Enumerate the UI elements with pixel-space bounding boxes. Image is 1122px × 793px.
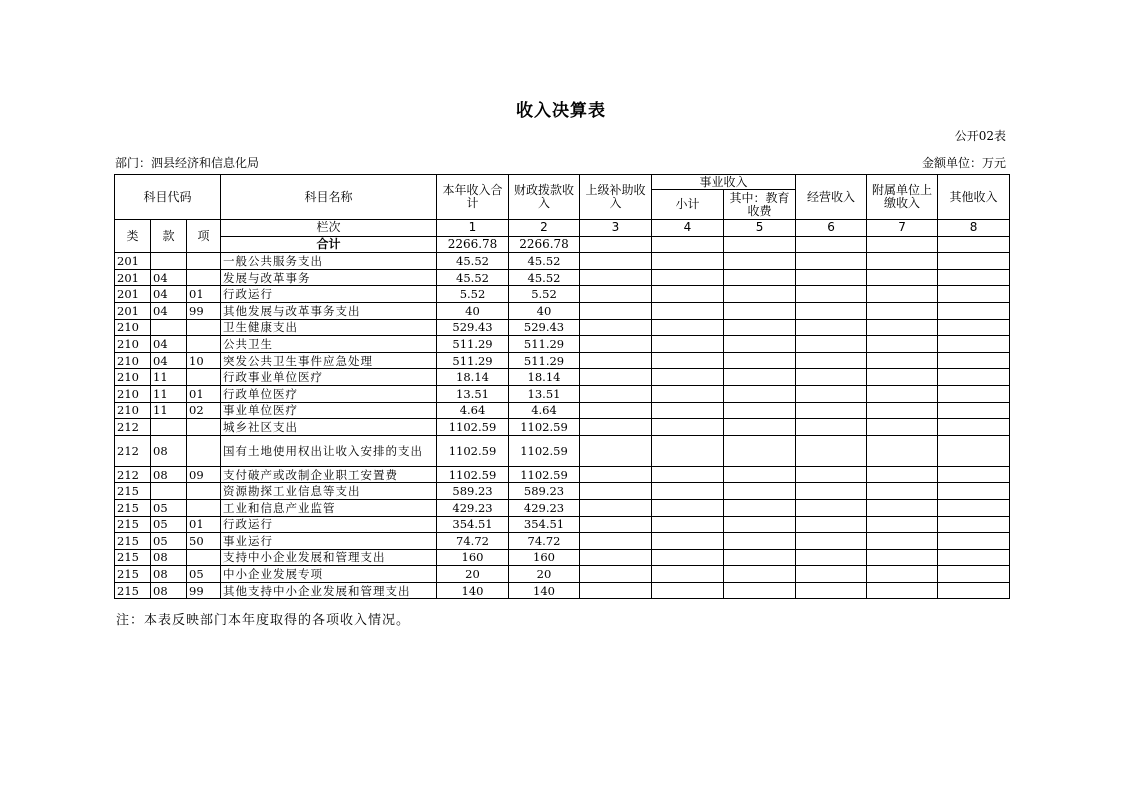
empty-cell — [580, 582, 652, 599]
row-fiscal: 429.23 — [509, 499, 580, 516]
row-kuan: 04 — [151, 352, 187, 369]
table-row — [115, 302, 1010, 319]
row-name: 中小企业发展专项 — [221, 566, 437, 583]
row-total: 140 — [437, 582, 509, 599]
empty-cell — [938, 499, 1010, 516]
row-lei: 201 — [115, 286, 151, 303]
empty-cell — [867, 286, 938, 303]
empty-cell — [724, 385, 796, 402]
table-row — [115, 516, 1010, 533]
empty-cell — [580, 435, 652, 466]
empty-cell — [580, 483, 652, 500]
row-name: 其他发展与改革事务支出 — [221, 302, 437, 319]
row-kuan: 04 — [151, 269, 187, 286]
empty-cell — [652, 302, 724, 319]
empty-cell — [938, 319, 1010, 336]
table-row — [115, 499, 1010, 516]
row-xiang: 01 — [187, 516, 221, 533]
row-name: 公共卫生 — [221, 336, 437, 353]
empty-cell — [724, 566, 796, 583]
empty-cell — [938, 419, 1010, 436]
row-fiscal: 18.14 — [509, 369, 580, 386]
empty-cell — [652, 483, 724, 500]
empty-cell — [938, 352, 1010, 369]
empty-cell — [580, 499, 652, 516]
empty-cell — [652, 516, 724, 533]
empty-cell — [724, 369, 796, 386]
table-row — [115, 483, 1010, 500]
empty-cell — [796, 385, 867, 402]
row-fiscal: 1102.59 — [509, 419, 580, 436]
empty-cell — [580, 533, 652, 550]
row-total: 529.43 — [437, 319, 509, 336]
row-name: 支持中小企业发展和管理支出 — [221, 549, 437, 566]
row-name: 资源勘探工业信息等支出 — [221, 483, 437, 500]
table-row — [115, 582, 1010, 599]
row-xiang — [187, 499, 221, 516]
empty-cell — [724, 419, 796, 436]
empty-cell — [938, 369, 1010, 386]
empty-cell — [796, 402, 867, 419]
table-row — [115, 319, 1010, 336]
row-name: 其他支持中小企业发展和管理支出 — [221, 582, 437, 599]
row-fiscal: 4.64 — [509, 402, 580, 419]
empty-cell — [580, 566, 652, 583]
header-total-income: 本年收入合计 — [437, 175, 509, 220]
empty-cell — [652, 402, 724, 419]
empty-cell — [796, 302, 867, 319]
row-lei: 212 — [115, 419, 151, 436]
table-row — [115, 369, 1010, 386]
empty-cell — [652, 336, 724, 353]
row-fiscal: 140 — [509, 582, 580, 599]
empty-cell — [796, 533, 867, 550]
empty-cell — [938, 516, 1010, 533]
row-xiang: 99 — [187, 582, 221, 599]
empty-cell — [724, 352, 796, 369]
empty-cell — [938, 566, 1010, 583]
empty-cell — [796, 549, 867, 566]
empty-cell — [724, 319, 796, 336]
row-total: 18.14 — [437, 369, 509, 386]
row-xiang — [187, 269, 221, 286]
empty-cell — [867, 419, 938, 436]
table-row — [115, 549, 1010, 566]
empty-cell — [867, 369, 938, 386]
empty-cell — [867, 566, 938, 583]
empty-cell — [867, 319, 938, 336]
header-business: 事业收入 — [652, 175, 796, 190]
total-label: 合计 — [221, 236, 437, 253]
empty-cell — [867, 516, 938, 533]
table-row — [115, 435, 1010, 466]
row-lei: 201 — [115, 302, 151, 319]
empty-cell — [867, 533, 938, 550]
row-total: 160 — [437, 549, 509, 566]
empty-cell — [796, 483, 867, 500]
table-row — [115, 385, 1010, 402]
table-row — [115, 566, 1010, 583]
empty-cell — [867, 253, 938, 270]
header-subject-name: 科目名称 — [221, 175, 437, 220]
empty-cell — [580, 302, 652, 319]
row-kuan: 08 — [151, 435, 187, 466]
row-total: 511.29 — [437, 352, 509, 369]
row-fiscal: 45.52 — [509, 269, 580, 286]
row-name: 行政单位医疗 — [221, 385, 437, 402]
empty-cell — [652, 385, 724, 402]
row-fiscal: 354.51 — [509, 516, 580, 533]
empty-cell — [652, 319, 724, 336]
form-number: 公开02表 — [954, 129, 1006, 143]
empty-cell — [867, 269, 938, 286]
col-num: 7 — [867, 220, 938, 237]
row-total: 45.52 — [437, 253, 509, 270]
empty-cell — [867, 402, 938, 419]
row-fiscal: 5.52 — [509, 286, 580, 303]
empty-cell — [938, 435, 1010, 466]
row-kuan — [151, 483, 187, 500]
col-num: 3 — [580, 220, 652, 237]
empty-cell — [652, 582, 724, 599]
empty-cell — [867, 466, 938, 483]
row-fiscal: 529.43 — [509, 319, 580, 336]
empty-cell — [867, 582, 938, 599]
row-xiang: 10 — [187, 352, 221, 369]
row-lei: 212 — [115, 435, 151, 466]
row-name: 突发公共卫生事件应急处理 — [221, 352, 437, 369]
empty-cell — [796, 419, 867, 436]
empty-cell — [867, 435, 938, 466]
empty-cell — [652, 419, 724, 436]
row-lei: 212 — [115, 466, 151, 483]
row-lei: 215 — [115, 533, 151, 550]
empty-cell — [724, 483, 796, 500]
empty-cell — [580, 419, 652, 436]
total-value: 2266.78 — [437, 236, 509, 253]
col-num: 1 — [437, 220, 509, 237]
empty-cell — [938, 336, 1010, 353]
row-xiang — [187, 319, 221, 336]
header-kuan: 款 — [151, 220, 187, 253]
table-row — [115, 419, 1010, 436]
empty-cell — [938, 533, 1010, 550]
empty-cell — [652, 499, 724, 516]
row-total: 1102.59 — [437, 466, 509, 483]
empty-cell — [867, 302, 938, 319]
empty-cell — [867, 352, 938, 369]
row-total: 13.51 — [437, 385, 509, 402]
row-xiang: 05 — [187, 566, 221, 583]
empty-cell — [938, 402, 1010, 419]
row-xiang: 01 — [187, 286, 221, 303]
empty-cell — [580, 253, 652, 270]
row-lei: 215 — [115, 582, 151, 599]
empty-cell — [796, 352, 867, 369]
col-num: 4 — [652, 220, 724, 237]
row-kuan: 08 — [151, 566, 187, 583]
empty-cell — [724, 253, 796, 270]
empty-cell — [724, 302, 796, 319]
row-kuan: 11 — [151, 385, 187, 402]
table-row — [115, 402, 1010, 419]
empty-cell — [796, 466, 867, 483]
empty-cell — [796, 499, 867, 516]
row-xiang — [187, 336, 221, 353]
row-kuan: 04 — [151, 302, 187, 319]
row-lei: 210 — [115, 385, 151, 402]
row-lei: 201 — [115, 269, 151, 286]
row-lei: 215 — [115, 549, 151, 566]
row-total: 1102.59 — [437, 419, 509, 436]
empty-cell — [724, 466, 796, 483]
row-xiang: 99 — [187, 302, 221, 319]
empty-cell — [938, 286, 1010, 303]
table-row — [115, 253, 1010, 270]
empty-cell — [652, 269, 724, 286]
empty-cell — [724, 435, 796, 466]
empty-cell — [867, 549, 938, 566]
row-total: 74.72 — [437, 533, 509, 550]
empty-cell — [724, 549, 796, 566]
row-name: 事业运行 — [221, 533, 437, 550]
row-lei: 210 — [115, 336, 151, 353]
row-total: 40 — [437, 302, 509, 319]
row-fiscal: 74.72 — [509, 533, 580, 550]
row-kuan: 04 — [151, 336, 187, 353]
row-name: 城乡社区支出 — [221, 419, 437, 436]
row-lei: 210 — [115, 369, 151, 386]
row-lei: 201 — [115, 253, 151, 270]
row-fiscal: 511.29 — [509, 352, 580, 369]
row-total: 4.64 — [437, 402, 509, 419]
page-title: 收入决算表 — [516, 101, 606, 121]
row-lei: 215 — [115, 499, 151, 516]
row-name: 支付破产或改制企业职工安置费 — [221, 466, 437, 483]
empty-cell — [938, 466, 1010, 483]
row-name: 行政运行 — [221, 286, 437, 303]
header-column-index: 栏次 — [221, 220, 437, 237]
empty-cell — [652, 533, 724, 550]
row-xiang: 50 — [187, 533, 221, 550]
row-name: 行政运行 — [221, 516, 437, 533]
amount-unit-label: 金额单位：万元 — [921, 156, 1006, 170]
income-table — [114, 174, 1010, 599]
row-fiscal: 511.29 — [509, 336, 580, 353]
row-kuan: 04 — [151, 286, 187, 303]
empty-cell — [580, 269, 652, 286]
empty-cell — [796, 516, 867, 533]
col-num: 2 — [509, 220, 580, 237]
row-fiscal: 13.51 — [509, 385, 580, 402]
row-kuan: 11 — [151, 402, 187, 419]
empty-cell — [796, 566, 867, 583]
row-xiang — [187, 419, 221, 436]
row-kuan: 11 — [151, 369, 187, 386]
table-row — [115, 269, 1010, 286]
row-fiscal: 45.52 — [509, 253, 580, 270]
header-fiscal: 财政拨款收入 — [509, 175, 580, 220]
empty-cell — [580, 385, 652, 402]
header-business-edu: 其中：教育收费 — [724, 190, 796, 220]
header-affiliated: 附属单位上缴收入 — [867, 175, 938, 220]
header-operating: 经营收入 — [796, 175, 867, 220]
empty-cell — [796, 582, 867, 599]
empty-cell — [580, 286, 652, 303]
header-subject-code: 科目代码 — [115, 175, 221, 220]
row-kuan: 05 — [151, 533, 187, 550]
empty-cell — [652, 352, 724, 369]
row-total: 5.52 — [437, 286, 509, 303]
header-business-subtotal: 小计 — [652, 190, 724, 220]
row-xiang — [187, 549, 221, 566]
row-fiscal: 160 — [509, 549, 580, 566]
row-kuan — [151, 319, 187, 336]
empty-cell — [796, 269, 867, 286]
empty-cell — [580, 516, 652, 533]
empty-cell — [652, 466, 724, 483]
row-name: 一般公共服务支出 — [221, 253, 437, 270]
empty-cell — [652, 435, 724, 466]
empty-cell — [652, 549, 724, 566]
row-lei: 215 — [115, 566, 151, 583]
empty-cell — [867, 336, 938, 353]
row-total: 354.51 — [437, 516, 509, 533]
row-total: 589.23 — [437, 483, 509, 500]
header-lei: 类 — [115, 220, 151, 253]
department-label: 部门：泗县经济和信息化局 — [115, 156, 260, 170]
empty-cell — [796, 336, 867, 353]
row-kuan: 08 — [151, 549, 187, 566]
row-total: 20 — [437, 566, 509, 583]
table-rows — [115, 253, 1010, 599]
row-name: 发展与改革事务 — [221, 269, 437, 286]
row-fiscal: 20 — [509, 566, 580, 583]
row-name: 卫生健康支出 — [221, 319, 437, 336]
row-fiscal: 40 — [509, 302, 580, 319]
empty-cell — [938, 549, 1010, 566]
table-row — [115, 336, 1010, 353]
empty-cell — [724, 582, 796, 599]
empty-cell — [580, 549, 652, 566]
empty-cell — [867, 385, 938, 402]
empty-cell — [724, 499, 796, 516]
empty-cell — [796, 286, 867, 303]
empty-cell — [938, 269, 1010, 286]
row-xiang: 02 — [187, 402, 221, 419]
row-xiang — [187, 435, 221, 466]
row-kuan: 05 — [151, 499, 187, 516]
table-row — [115, 352, 1010, 369]
table-row — [115, 533, 1010, 550]
empty-cell — [796, 435, 867, 466]
footnote: 注：本表反映部门本年度取得的各项收入情况。 — [116, 613, 411, 628]
col-num: 6 — [796, 220, 867, 237]
row-lei: 210 — [115, 319, 151, 336]
empty-cell — [724, 402, 796, 419]
row-kuan: 08 — [151, 582, 187, 599]
header-xiang: 项 — [187, 220, 221, 253]
total-fiscal-value: 2266.78 — [509, 236, 580, 253]
empty-cell — [938, 253, 1010, 270]
empty-cell — [724, 516, 796, 533]
table-row — [115, 286, 1010, 303]
empty-cell — [724, 533, 796, 550]
empty-cell — [580, 402, 652, 419]
row-name: 工业和信息产业监管 — [221, 499, 437, 516]
empty-cell — [867, 483, 938, 500]
empty-cell — [938, 483, 1010, 500]
row-fiscal: 589.23 — [509, 483, 580, 500]
row-total: 511.29 — [437, 336, 509, 353]
header-other: 其他收入 — [938, 175, 1010, 220]
empty-cell — [938, 302, 1010, 319]
row-lei: 215 — [115, 483, 151, 500]
row-lei: 215 — [115, 516, 151, 533]
row-xiang — [187, 483, 221, 500]
empty-cell — [580, 369, 652, 386]
row-fiscal: 1102.59 — [509, 435, 580, 466]
empty-cell — [867, 499, 938, 516]
row-name: 事业单位医疗 — [221, 402, 437, 419]
row-total: 1102.59 — [437, 435, 509, 466]
row-xiang: 09 — [187, 466, 221, 483]
row-fiscal: 1102.59 — [509, 466, 580, 483]
empty-cell — [796, 369, 867, 386]
row-total: 429.23 — [437, 499, 509, 516]
empty-cell — [580, 466, 652, 483]
row-xiang: 01 — [187, 385, 221, 402]
empty-cell — [580, 352, 652, 369]
row-name: 行政事业单位医疗 — [221, 369, 437, 386]
row-kuan — [151, 253, 187, 270]
empty-cell — [938, 582, 1010, 599]
empty-cell — [652, 566, 724, 583]
empty-cell — [724, 286, 796, 303]
table-row — [115, 466, 1010, 483]
empty-cell — [580, 336, 652, 353]
row-kuan: 08 — [151, 466, 187, 483]
row-xiang — [187, 369, 221, 386]
empty-cell — [796, 319, 867, 336]
row-xiang — [187, 253, 221, 270]
row-total: 45.52 — [437, 269, 509, 286]
header-superior: 上级补助收入 — [580, 175, 652, 220]
empty-cell — [652, 253, 724, 270]
col-num: 8 — [938, 220, 1010, 237]
row-lei: 210 — [115, 402, 151, 419]
row-kuan — [151, 419, 187, 436]
row-kuan: 05 — [151, 516, 187, 533]
empty-cell — [652, 286, 724, 303]
empty-cell — [796, 253, 867, 270]
empty-cell — [652, 369, 724, 386]
row-lei: 210 — [115, 352, 151, 369]
empty-cell — [580, 319, 652, 336]
empty-cell — [938, 385, 1010, 402]
row-name: 国有土地使用权出让收入安排的支出 — [221, 435, 437, 466]
col-num: 5 — [724, 220, 796, 237]
empty-cell — [724, 269, 796, 286]
empty-cell — [724, 336, 796, 353]
